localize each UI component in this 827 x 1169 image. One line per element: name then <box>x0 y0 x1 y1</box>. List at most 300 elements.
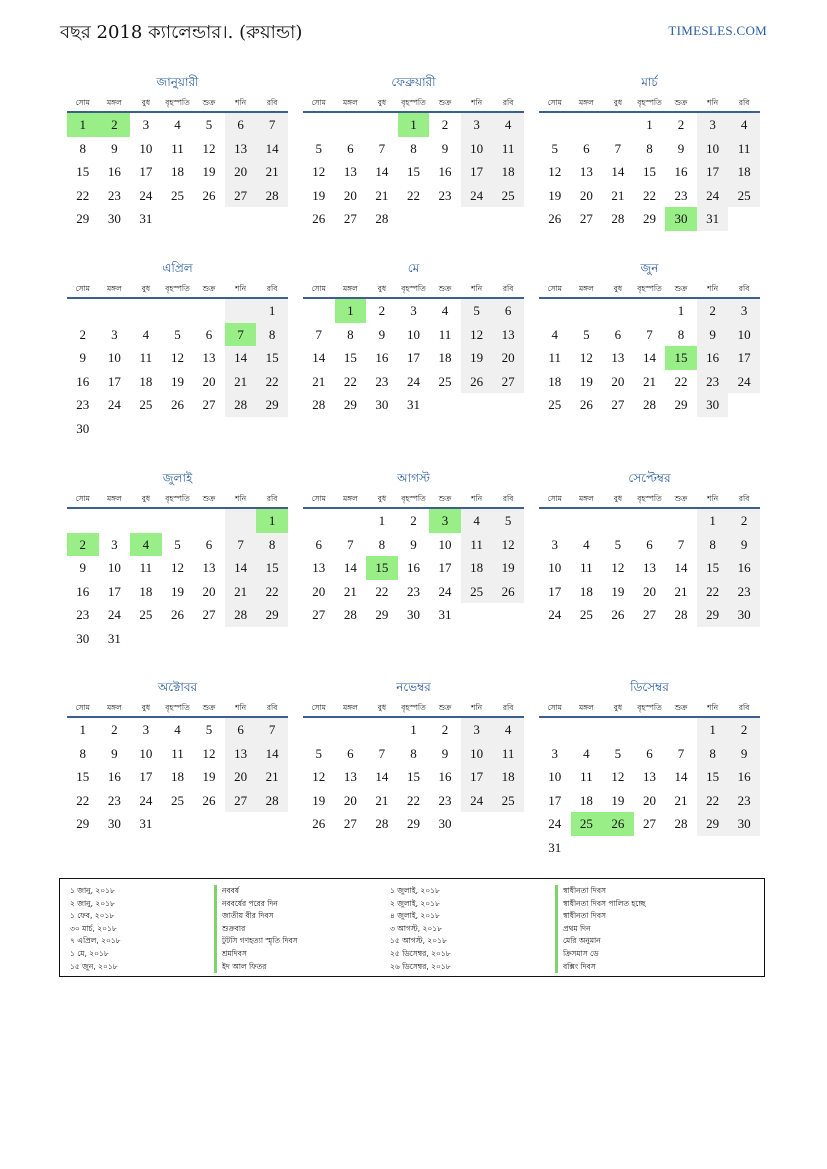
day-cell: 2 <box>677 117 685 132</box>
legend-holiday-date: ১৫ জুন, ২০১৮ <box>70 961 118 971</box>
empty-cell <box>303 113 335 137</box>
day-cell: 21 <box>312 373 326 389</box>
day-cell: 30 <box>665 207 697 231</box>
day-cell: 13 <box>202 350 216 366</box>
empty-cell <box>728 207 760 231</box>
weekday-label: বৃহস্পতি <box>165 494 190 503</box>
day-cell: 19 <box>492 556 524 580</box>
weekday-label: বুধ <box>141 98 151 107</box>
weekday-label: শুক্র <box>438 494 452 503</box>
weekday-label: বৃহস্পতি <box>165 284 190 293</box>
weekday-label: বুধ <box>377 494 387 503</box>
day-cell: 30 <box>406 607 420 623</box>
weekday-label: বুধ <box>613 98 623 107</box>
day-cell: 7 <box>256 113 288 137</box>
day-cell: 20 <box>343 792 357 808</box>
legend-holiday-name: মেরি অনুমান <box>555 935 645 948</box>
empty-cell <box>335 718 367 742</box>
day-grid <box>303 299 524 417</box>
day-cell: 20 <box>492 346 524 370</box>
weekday-label: শনি <box>471 98 483 107</box>
month-name: সেপ্টেম্বর <box>628 471 671 485</box>
day-cell: 1 <box>398 113 430 137</box>
day-cell: 2 <box>67 533 99 557</box>
month-8 <box>303 468 524 627</box>
day-cell: 4 <box>441 303 449 318</box>
day-cell: 31 <box>406 397 420 413</box>
day-cell: 9 <box>441 140 449 156</box>
day-cell: 28 <box>642 397 656 413</box>
day-cell: 27 <box>611 397 625 413</box>
weekday-label: শুক্র <box>202 703 216 712</box>
legend-right-dates <box>390 885 451 973</box>
empty-cell <box>193 812 225 836</box>
day-cell: 3 <box>410 303 417 318</box>
day-cell: 19 <box>548 187 562 203</box>
day-cell: 10 <box>548 560 562 576</box>
weekday-label: শুক্র <box>202 494 216 503</box>
day-cell: 1 <box>256 299 288 323</box>
day-cell: 17 <box>139 164 153 180</box>
day-cell: 4 <box>583 745 590 761</box>
day-cell: 10 <box>139 745 153 761</box>
month-11 <box>303 677 524 836</box>
day-cell: 21 <box>256 765 288 789</box>
day-cell: 18 <box>492 765 524 789</box>
month-7 <box>67 468 288 651</box>
day-cell: 30 <box>438 816 452 832</box>
empty-cell <box>602 509 634 533</box>
day-cell: 14 <box>225 556 257 580</box>
month-name: জুলাই <box>162 471 193 485</box>
day-cell: 14 <box>343 560 357 576</box>
day-cell: 10 <box>107 350 121 366</box>
day-cell: 15 <box>76 769 90 785</box>
day-cell: 4 <box>174 722 181 737</box>
day-cell: 28 <box>225 603 257 627</box>
day-cell: 25 <box>548 397 562 413</box>
day-cell: 5 <box>461 299 493 323</box>
day-cell: 4 <box>492 718 524 742</box>
day-cell: 19 <box>170 583 184 599</box>
empty-cell <box>461 393 493 417</box>
day-cell: 25 <box>170 792 184 808</box>
empty-cell <box>99 417 131 441</box>
day-cell: 7 <box>614 140 622 156</box>
day-cell: 27 <box>225 789 257 813</box>
day-cell: 14 <box>642 350 656 366</box>
weekday-label: শুক্র <box>674 703 688 712</box>
site-brand-link[interactable]: TIMESLES.COM <box>668 23 767 38</box>
weekday-label: মঙ্গল <box>106 703 122 712</box>
day-cell: 29 <box>697 812 729 836</box>
day-cell: 10 <box>438 536 452 552</box>
weekday-label: শনি <box>235 703 247 712</box>
weekday-label: বুধ <box>141 494 151 503</box>
day-cell: 17 <box>107 373 121 389</box>
month-name: জানুয়ারী <box>156 75 199 89</box>
day-cell: 27 <box>343 211 357 227</box>
day-cell: 1 <box>67 113 99 137</box>
weekday-header <box>539 95 760 113</box>
day-cell: 22 <box>375 583 389 599</box>
weekday-label: সোম <box>311 494 326 503</box>
weekday-label: বুধ <box>141 703 151 712</box>
weekday-label: মঙ্গল <box>342 98 358 107</box>
empty-cell <box>130 509 162 533</box>
legend-holiday-name: জাতীয় বীর দিবস <box>214 910 298 923</box>
weekday-label: মঙ্গল <box>578 494 594 503</box>
day-cell: 2 <box>441 722 449 737</box>
day-cell: 26 <box>492 580 524 604</box>
empty-cell <box>193 417 225 441</box>
weekday-label: সোম <box>75 703 90 712</box>
day-cell: 2 <box>111 722 118 737</box>
weekday-label: রবি <box>266 284 278 293</box>
day-cell: 26 <box>202 792 216 808</box>
empty-cell <box>634 299 666 323</box>
day-cell: 22 <box>256 370 288 394</box>
empty-cell <box>571 299 603 323</box>
weekday-label: শনি <box>235 284 247 293</box>
weekday-label: শুক্র <box>674 494 688 503</box>
day-cell: 1 <box>677 303 685 318</box>
day-cell: 24 <box>461 184 493 208</box>
day-cell: 12 <box>312 164 326 180</box>
day-cell: 16 <box>728 556 760 580</box>
day-cell: 22 <box>697 580 729 604</box>
day-cell: 22 <box>642 187 656 203</box>
day-cell: 28 <box>375 211 389 227</box>
day-cell: 1 <box>646 117 653 132</box>
day-cell: 7 <box>225 323 257 347</box>
day-cell: 21 <box>375 187 389 203</box>
day-cell: 27 <box>343 816 357 832</box>
month-name: এপ্রিল <box>162 261 193 275</box>
weekday-label: রবি <box>266 98 278 107</box>
day-cell: 19 <box>611 792 625 808</box>
weekday-label: শুক্র <box>202 98 216 107</box>
legend-holiday-name: প্রথম দিন <box>555 923 645 936</box>
day-cell: 30 <box>76 630 90 646</box>
legend-holiday-name: ক্রিসমাস ডে <box>555 948 645 961</box>
day-cell: 15 <box>697 556 729 580</box>
day-cell: 28 <box>611 211 625 227</box>
day-cell: 17 <box>107 583 121 599</box>
day-cell: 29 <box>642 211 656 227</box>
day-cell: 15 <box>256 556 288 580</box>
day-cell: 14 <box>375 769 389 785</box>
day-cell: 9 <box>111 745 118 761</box>
weekday-label: শুক্র <box>438 703 452 712</box>
month-name: ফেব্রুয়ারী <box>391 75 436 89</box>
day-cell: 26 <box>611 607 625 623</box>
day-cell: 28 <box>225 393 257 417</box>
day-cell: 17 <box>406 350 420 366</box>
legend-holiday-date: ২৫ ডিসেম্বর, ২০১৮ <box>390 948 451 958</box>
weekday-label: শনি <box>471 494 483 503</box>
legend-left-names <box>214 885 298 973</box>
day-cell: 5 <box>174 536 181 552</box>
empty-cell <box>492 393 524 417</box>
day-cell: 13 <box>642 769 656 785</box>
day-cell: 8 <box>79 140 87 156</box>
day-grid <box>67 113 288 231</box>
weekday-label: রবি <box>502 284 514 293</box>
weekday-label: সোম <box>311 284 326 293</box>
day-cell: 26 <box>312 816 326 832</box>
day-cell: 24 <box>697 184 729 208</box>
weekday-label: সোম <box>75 284 90 293</box>
day-cell: 15 <box>642 164 656 180</box>
day-cell: 11 <box>171 140 184 156</box>
day-cell: 20 <box>202 373 216 389</box>
day-cell: 28 <box>312 397 326 413</box>
day-cell: 15 <box>406 769 420 785</box>
weekday-label: শনি <box>235 494 247 503</box>
day-cell: 1 <box>256 509 288 533</box>
day-cell: 10 <box>139 140 153 156</box>
weekday-label: বুধ <box>613 494 623 503</box>
day-cell: 4 <box>461 509 493 533</box>
day-cell: 24 <box>438 583 452 599</box>
empty-cell <box>728 836 760 860</box>
empty-cell <box>67 509 99 533</box>
day-cell: 15 <box>697 765 729 789</box>
day-cell: 11 <box>580 769 593 785</box>
day-cell: 26 <box>548 211 562 227</box>
day-cell: 8 <box>410 745 417 761</box>
day-cell: 23 <box>697 370 729 394</box>
day-cell: 17 <box>438 560 452 576</box>
day-cell: 19 <box>170 373 184 389</box>
empty-cell <box>571 509 603 533</box>
day-cell: 13 <box>611 350 625 366</box>
legend-holiday-name: বক্সিং দিবস <box>555 961 645 974</box>
day-cell: 15 <box>665 346 697 370</box>
day-cell: 4 <box>551 326 559 342</box>
day-cell: 20 <box>579 187 593 203</box>
weekday-label: সোম <box>547 494 562 503</box>
day-cell: 12 <box>611 560 625 576</box>
day-cell: 7 <box>347 536 354 552</box>
empty-cell <box>225 812 257 836</box>
empty-cell <box>303 299 335 323</box>
day-cell: 20 <box>225 160 257 184</box>
empty-cell <box>303 509 335 533</box>
weekday-label: বুধ <box>141 284 151 293</box>
weekday-header <box>303 700 524 718</box>
legend-holiday-date: ৭ এপ্রিল, ২০১৮ <box>70 936 121 946</box>
weekday-label: মঙ্গল <box>578 703 594 712</box>
day-cell: 2 <box>728 509 760 533</box>
day-cell: 28 <box>343 607 357 623</box>
day-cell: 28 <box>375 816 389 832</box>
day-cell: 8 <box>646 140 653 156</box>
empty-cell <box>571 836 603 860</box>
day-cell: 27 <box>492 370 524 394</box>
day-cell: 3 <box>697 113 729 137</box>
day-cell: 12 <box>202 745 216 761</box>
day-cell: 10 <box>461 137 493 161</box>
day-cell: 18 <box>579 792 593 808</box>
day-cell: 31 <box>139 211 153 227</box>
day-cell: 16 <box>697 346 729 370</box>
day-cell: 20 <box>202 583 216 599</box>
day-cell: 11 <box>461 533 493 557</box>
day-cell: 16 <box>107 164 121 180</box>
weekday-label: সোম <box>547 98 562 107</box>
day-cell: 24 <box>406 373 420 389</box>
empty-cell <box>67 299 99 323</box>
day-cell: 14 <box>256 742 288 766</box>
day-cell: 8 <box>347 326 354 342</box>
day-cell: 9 <box>410 536 417 552</box>
legend-holiday-name: স্বাধীনতা দিবস পালিত হচ্ছে <box>555 898 645 911</box>
month-3 <box>539 72 760 231</box>
day-cell: 7 <box>646 326 653 342</box>
weekday-label: সোম <box>311 703 326 712</box>
day-cell: 23 <box>76 607 90 623</box>
day-cell: 3 <box>111 326 118 342</box>
day-cell: 26 <box>602 812 634 836</box>
day-cell: 28 <box>674 607 688 623</box>
weekday-label: মঙ্গল <box>578 98 594 107</box>
day-cell: 5 <box>551 140 559 156</box>
empty-cell <box>256 417 288 441</box>
day-cell: 22 <box>674 373 688 389</box>
day-cell: 5 <box>583 326 590 342</box>
empty-cell <box>162 417 194 441</box>
weekday-label: রবি <box>738 494 750 503</box>
weekday-label: শনি <box>471 284 483 293</box>
weekday-header <box>67 281 288 299</box>
empty-cell <box>225 299 257 323</box>
empty-cell <box>665 836 697 860</box>
empty-cell <box>571 113 603 137</box>
day-cell: 19 <box>312 792 326 808</box>
legend-holiday-date: ১ জুলাই, ২০১৮ <box>390 886 440 895</box>
day-cell: 26 <box>579 397 593 413</box>
weekday-label: বুধ <box>377 98 387 107</box>
day-cell: 27 <box>312 607 326 623</box>
empty-cell <box>492 207 524 231</box>
empty-cell <box>256 207 288 231</box>
empty-cell <box>335 509 367 533</box>
day-cell: 25 <box>728 184 760 208</box>
day-cell: 16 <box>406 560 420 576</box>
empty-cell <box>697 836 729 860</box>
legend-holiday-name: স্বাধীনতা দিবস <box>555 885 645 898</box>
day-cell: 6 <box>646 745 653 761</box>
day-cell: 25 <box>579 607 593 623</box>
day-cell: 30 <box>728 603 760 627</box>
empty-cell <box>492 603 524 627</box>
day-cell: 2 <box>378 303 386 318</box>
weekday-label: শুক্র <box>438 98 452 107</box>
empty-cell <box>366 113 398 137</box>
empty-cell <box>602 836 634 860</box>
empty-cell <box>225 627 257 651</box>
day-cell: 29 <box>256 603 288 627</box>
day-cell: 2 <box>728 718 760 742</box>
day-cell: 6 <box>205 326 213 342</box>
day-cell: 19 <box>579 373 593 389</box>
day-cell: 19 <box>611 583 625 599</box>
empty-cell <box>130 417 162 441</box>
month-name: ডিসেম্বর <box>630 680 669 694</box>
day-cell: 11 <box>438 326 452 342</box>
day-cell: 3 <box>142 722 150 737</box>
day-cell: 11 <box>548 350 562 366</box>
weekday-label: মঙ্গল <box>106 284 122 293</box>
day-cell: 11 <box>492 742 524 766</box>
day-cell: 26 <box>170 397 184 413</box>
day-cell: 14 <box>312 350 326 366</box>
day-cell: 3 <box>728 299 760 323</box>
day-cell: 2 <box>697 299 729 323</box>
month-name: মে <box>407 261 420 275</box>
day-cell: 28 <box>256 184 288 208</box>
day-cell: 9 <box>378 326 386 342</box>
day-cell: 20 <box>642 792 656 808</box>
day-cell: 7 <box>225 533 257 557</box>
legend-holiday-name: শ্রমদিবস <box>214 948 298 961</box>
weekday-header <box>303 281 524 299</box>
weekday-header <box>303 95 524 113</box>
weekday-label: রবি <box>266 494 278 503</box>
day-grid <box>303 113 524 231</box>
empty-cell <box>99 299 131 323</box>
day-cell: 20 <box>225 765 257 789</box>
empty-cell <box>539 299 571 323</box>
day-cell: 8 <box>410 140 417 156</box>
day-cell: 23 <box>107 187 121 203</box>
empty-cell <box>429 393 461 417</box>
day-cell: 13 <box>642 560 656 576</box>
day-cell: 29 <box>674 397 688 413</box>
day-cell: 13 <box>225 742 257 766</box>
day-grid <box>539 509 760 627</box>
day-cell: 30 <box>728 812 760 836</box>
month-name: জুন <box>640 261 659 275</box>
weekday-label: রবি <box>502 703 514 712</box>
weekday-label: বৃহস্পতি <box>401 284 426 293</box>
empty-cell <box>492 812 524 836</box>
day-cell: 13 <box>225 137 257 161</box>
weekday-label: সোম <box>547 284 562 293</box>
weekday-header <box>67 95 288 113</box>
day-cell: 3 <box>551 536 559 552</box>
day-cell: 18 <box>170 769 184 785</box>
day-cell: 3 <box>111 536 118 552</box>
day-cell: 12 <box>492 533 524 557</box>
weekday-header <box>303 491 524 509</box>
empty-cell <box>162 509 194 533</box>
empty-cell <box>461 812 493 836</box>
day-cell: 13 <box>343 769 357 785</box>
weekday-label: বৃহস্পতি <box>165 98 190 107</box>
day-cell: 23 <box>375 373 389 389</box>
day-cell: 17 <box>139 769 153 785</box>
day-cell: 5 <box>492 509 524 533</box>
holiday-legend <box>59 878 765 977</box>
empty-cell <box>193 627 225 651</box>
month-10 <box>67 677 288 836</box>
day-cell: 27 <box>202 397 216 413</box>
legend-holiday-name: শুক্রবার <box>214 923 298 936</box>
day-cell: 4 <box>492 113 524 137</box>
